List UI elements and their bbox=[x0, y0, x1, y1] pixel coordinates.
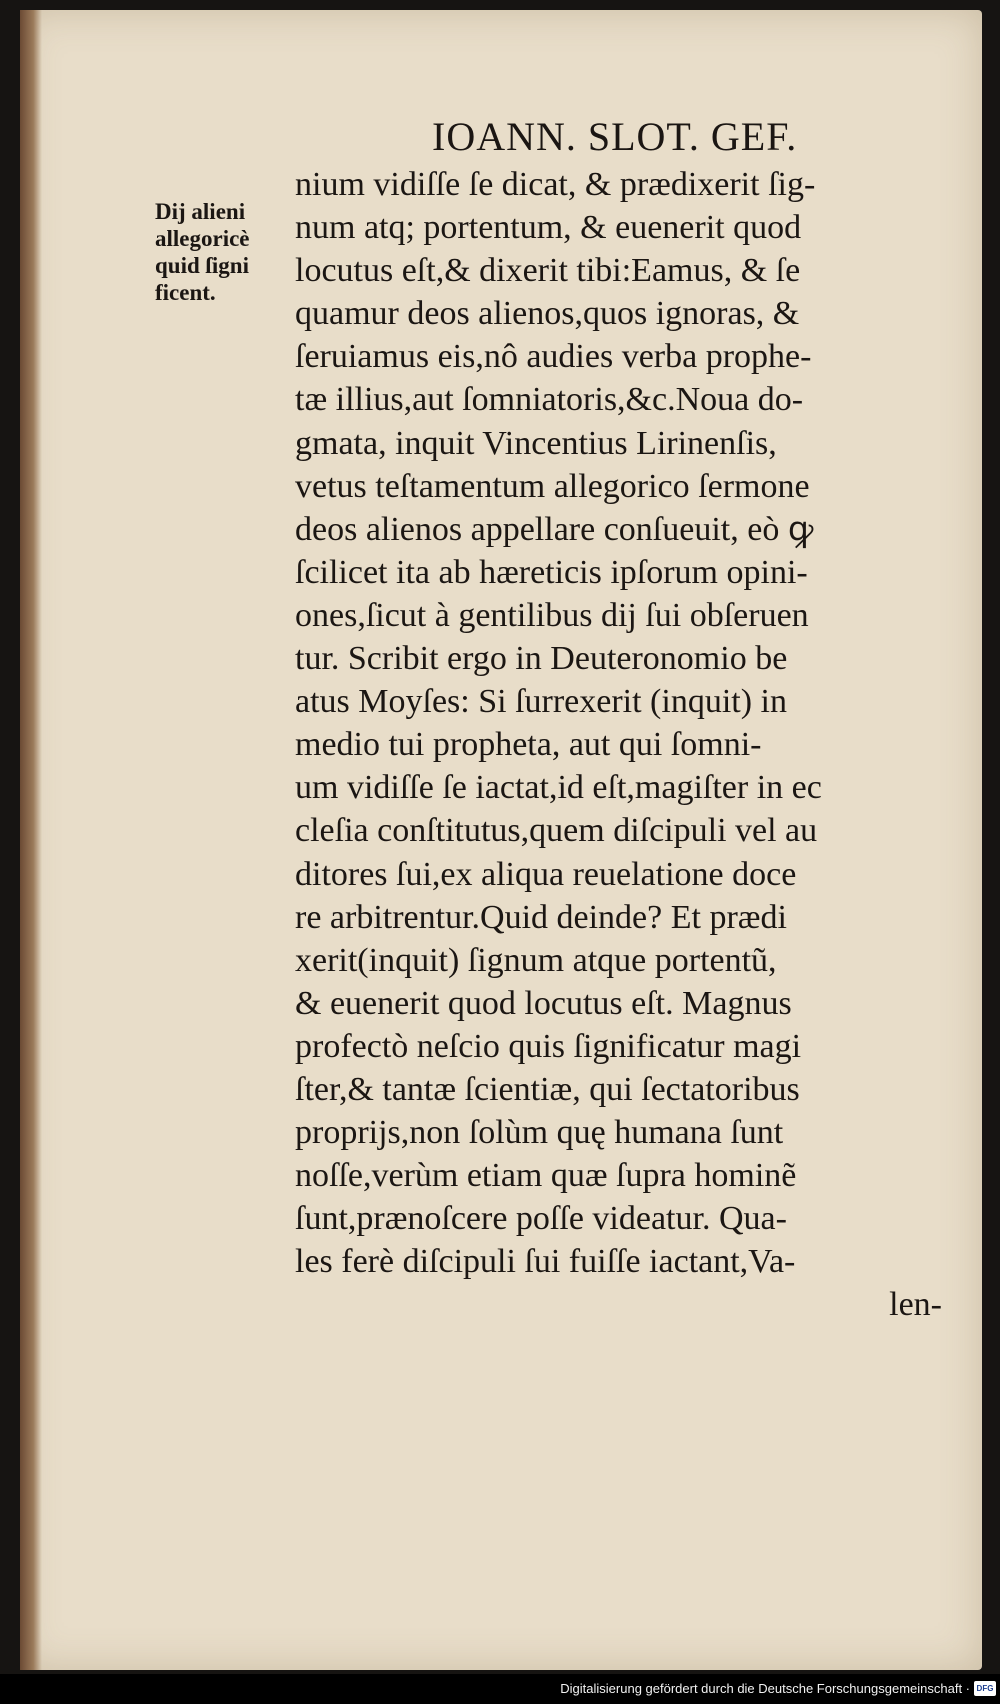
marginal-note-line: ficent. bbox=[155, 280, 216, 305]
text-line: nium vidiſſe ſe dicat, & prædixerit ſig- bbox=[295, 166, 816, 203]
text-line: ſunt,prænoſcere poſſe videatur. Qua- bbox=[295, 1200, 787, 1238]
footer-credit: Digitalisierung gefördert durch die Deutsche Forschungsgemeinschaft · bbox=[560, 1681, 970, 1696]
text-line: ſcilicet ita ab hæreticis ipſorum opini- bbox=[295, 553, 808, 591]
body-text bbox=[295, 163, 970, 1327]
text-line: les ferè diſcipuli ſui fuiſſe iactant,Va- bbox=[295, 1243, 796, 1281]
marginal-note bbox=[155, 198, 305, 306]
text-line: ditores ſui,ex aliqua reuelatione doce bbox=[295, 855, 797, 893]
marginal-note-line: Dij alieni bbox=[155, 199, 246, 224]
text-line: atus Moyſes: Si ſurrexerit (inquit) in bbox=[295, 683, 787, 721]
text-line: tur. Scribit ergo in Deuteronomio be bbox=[295, 640, 788, 678]
text-line: ſeruiamus eis,nô audies verba prophe- bbox=[295, 338, 812, 376]
text-line: tæ illius,aut ſomniatoris,&c.Noua do- bbox=[295, 381, 804, 419]
text-line: quamur deos alienos,quos ignoras, & bbox=[295, 295, 800, 333]
text-line: ſter,& tantæ ſcientiæ, qui ſectatoribus bbox=[295, 1070, 800, 1108]
text-line: re arbitrentur.Quid deinde? Et prædi bbox=[295, 898, 787, 936]
text-line: um vidiſſe ſe iactat,id eſt,magiſter in ec bbox=[295, 769, 822, 807]
text-line: medio tui propheta, aut qui ſomni- bbox=[295, 726, 762, 764]
dfg-logo: DFG bbox=[974, 1681, 996, 1696]
text-line: num atq; portentum, & euenerit quod bbox=[295, 209, 802, 247]
running-head: IOANN. SLOT. GEF. bbox=[432, 114, 798, 159]
text-line: proprijs,non ſolùm quę humana ſunt bbox=[295, 1114, 784, 1152]
marginal-note-line: quid ſigni bbox=[155, 253, 249, 278]
text-line: gmata, inquit Vincentius Lirinenſis, bbox=[295, 424, 777, 462]
text-line: xerit(inquit) ſignum atque portentũ, bbox=[295, 941, 777, 979]
text-line: deos alienos appellare conſueuit, eò ꝙ bbox=[295, 510, 814, 548]
text-line: locutus eſt,& dixerit tibi:Eamus, & ſe bbox=[295, 252, 801, 290]
text-line: ones,ſicut à gentilibus dij ſui obſeruen bbox=[295, 596, 809, 634]
catchword: len- bbox=[889, 1286, 942, 1324]
text-line: noſſe,verùm etiam quæ ſupra hominẽ bbox=[295, 1157, 797, 1195]
marginal-note-line: allegoricè bbox=[155, 226, 250, 251]
text-line: cleſia conſtitutus,quem diſcipuli vel au bbox=[295, 812, 818, 850]
text-line: & euenerit quod locutus eſt. Magnus bbox=[295, 984, 792, 1022]
text-line: profectò neſcio quis ſignificatur magi bbox=[295, 1027, 802, 1065]
text-line: vetus teſtamentum allegorico ſermone bbox=[295, 467, 810, 505]
digitization-footer bbox=[0, 1674, 1000, 1704]
